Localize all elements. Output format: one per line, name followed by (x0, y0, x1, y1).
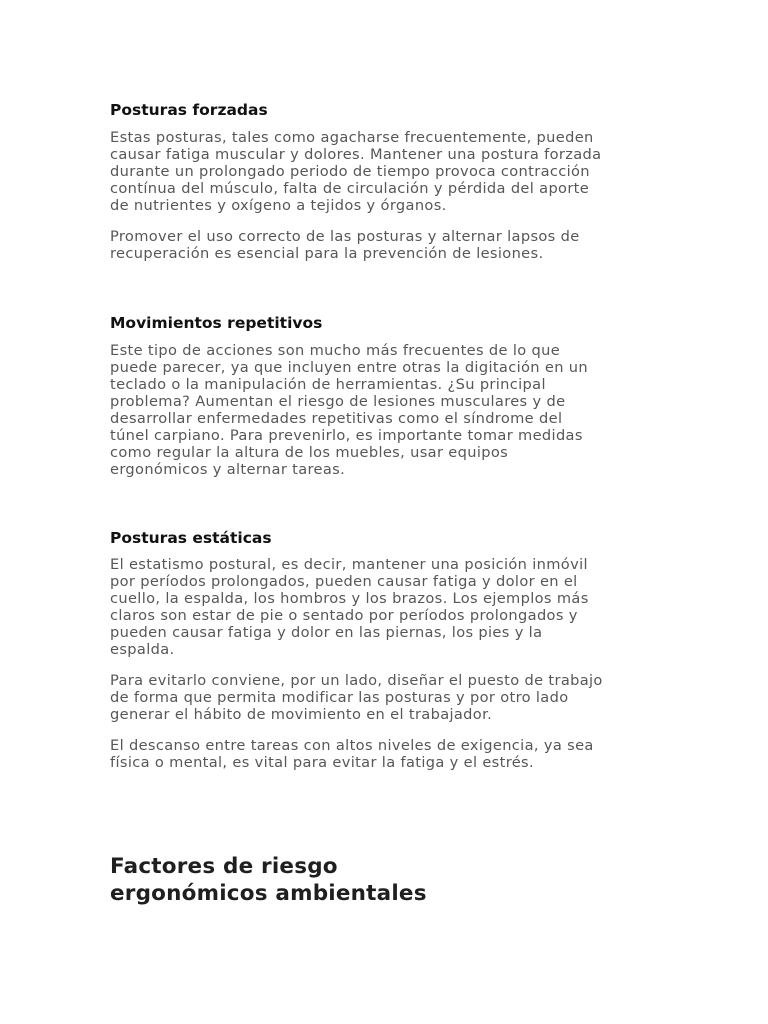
heading-line: ergonómicos ambientales (110, 881, 427, 906)
text-line: túnel carpiano. Para prevenirlo, es importante tomar medidas (110, 427, 583, 444)
text-line: física o mental, es vital para evitar la fatiga y el estrés. (110, 754, 534, 771)
text-line: El descanso entre tareas con altos niveles de exigencia, ya sea (110, 737, 594, 754)
paragraph (110, 342, 670, 478)
heading-line: Factores de riesgo (110, 854, 338, 879)
paragraph (110, 228, 670, 262)
text-line: El estatismo postural, es decir, mantener una posición inmóvil (110, 556, 588, 573)
text-line: generar el hábito de movimiento en el trabajador. (110, 706, 493, 723)
text-line: cuello, la espalda, los hombros y los brazos. Los ejemplos más (110, 590, 589, 607)
text-line: problema? Aumentan el riesgo de lesiones musculares y de (110, 393, 566, 410)
text-line: de nutrientes y oxígeno a tejidos y órganos. (110, 197, 447, 214)
heading-factores-de-riesgo (110, 853, 427, 907)
section-title-posturas-estaticas: Posturas estáticas (110, 529, 272, 547)
text-line: Este tipo de acciones son mucho más frecuentes de lo que (110, 342, 561, 359)
text-line: por períodos prolongados, pueden causar fatiga y dolor en el (110, 573, 578, 590)
paragraph (110, 737, 670, 771)
paragraph (110, 556, 670, 658)
text-line: causar fatiga muscular y dolores. Mantener una postura forzada (110, 146, 602, 163)
section-title-movimientos-repetitivos: Movimientos repetitivos (110, 314, 323, 332)
text-line: Para evitarlo conviene, por un lado, diseñar el puesto de trabajo (110, 672, 603, 689)
text-line: contínua del músculo, falta de circulación y pérdida del aporte (110, 180, 590, 197)
text-line: recuperación es esencial para la prevención de lesiones. (110, 245, 544, 262)
text-line: claros son estar de pie o sentado por períodos prolongados y (110, 607, 578, 624)
section-title-posturas-forzadas: Posturas forzadas (110, 101, 268, 119)
text-line: como regular la altura de los muebles, usar equipos (110, 444, 509, 461)
paragraph (110, 672, 670, 723)
text-line: Estas posturas, tales como agacharse frecuentemente, pueden (110, 129, 594, 146)
text-line: espalda. (110, 641, 175, 658)
text-line: durante un prolongado periodo de tiempo provoca contracción (110, 163, 590, 180)
text-line: pueden causar fatiga y dolor en las piernas, los pies y la (110, 624, 543, 641)
text-line: Promover el uso correcto de las posturas y alternar lapsos de (110, 228, 580, 245)
paragraph (110, 129, 670, 214)
text-line: teclado o la manipulación de herramientas. ¿Su principal (110, 376, 546, 393)
text-line: de forma que permita modificar las posturas y por otro lado (110, 689, 569, 706)
text-line: desarrollar enfermedades repetitivas como el síndrome del (110, 410, 563, 427)
text-line: puede parecer, ya que incluyen entre otras la digitación en un (110, 359, 588, 376)
text-line: ergonómicos y alternar tareas. (110, 461, 346, 478)
